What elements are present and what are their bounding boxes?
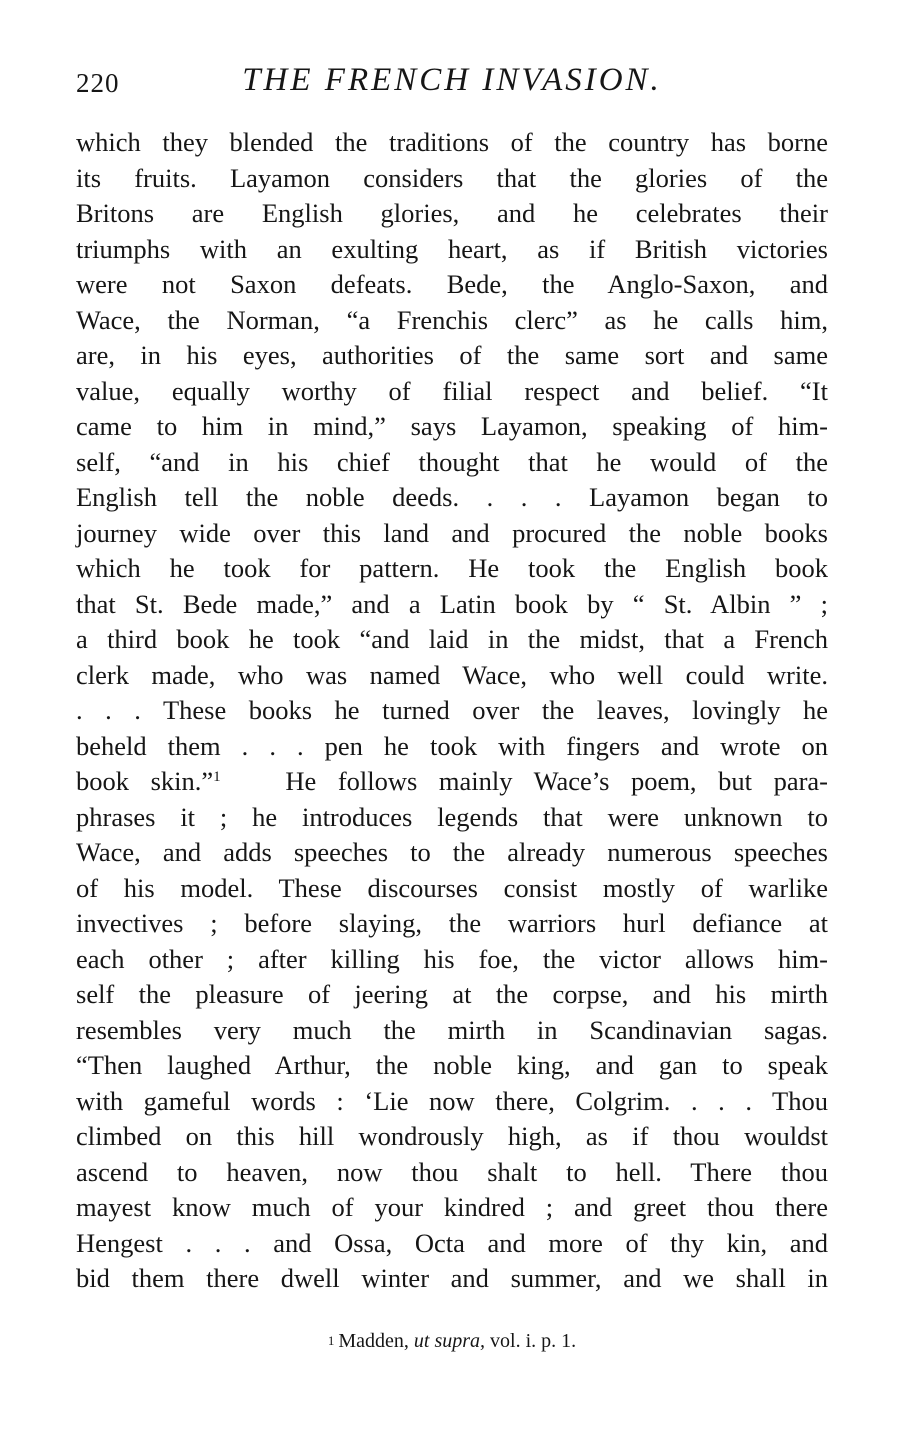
text-line: value, equally worthy of filial respect and belief. “It	[76, 375, 828, 406]
text-line: phrases it ; he introduces legends that were unknown to	[76, 801, 828, 832]
text-line: climbed on this hill wondrously high, as if thou wouldst	[76, 1121, 828, 1151]
text-line: English tell the noble deeds. . . . Layamon began to	[76, 482, 828, 512]
text-line: Britons are English glories, and he celebrates their	[76, 198, 828, 228]
text-line: self, “and in his chief thought that he would of the	[76, 446, 828, 477]
text-line: self the pleasure of jeering at the corpse, and his mirth	[76, 979, 828, 1009]
text-line: clerk made, who was named Wace, who well could write.	[76, 659, 828, 690]
text-line: journey wide over this land and procured the noble books	[76, 517, 828, 548]
footnote-number: 1	[327, 1333, 335, 1348]
text-line: of his model. These discourses consist mostly of warlike	[76, 872, 828, 903]
text-line: ascend to heaven, now thou shalt to hell. There thou	[76, 1156, 828, 1187]
text-line: beheld them . . . pen he took with fingers and wrote on	[76, 730, 828, 761]
text-line: which he took for pattern. He took the English book	[76, 553, 828, 583]
text-line: with gameful words : ‘Lie now there, Colgrim. . . . Thou	[76, 1085, 828, 1116]
text-line: Wace, and adds speeches to the already numerous speeches	[76, 837, 828, 867]
running-head	[76, 62, 828, 112]
text-line: triumphs with an exulting heart, as if British victories	[76, 233, 828, 264]
line-before-note: book skin.”	[76, 766, 214, 796]
text-line: came to him in mind,” says Layamon, speaking of him-	[76, 411, 828, 441]
footnote-reference: 1	[213, 769, 221, 785]
text-line: Hengest . . . and Ossa, Octa and more of thy kin, and	[76, 1227, 828, 1258]
line-after-note: He follows mainly Wace’s poem, but para-	[285, 766, 828, 796]
footnote-italic: ut supra,	[413, 1330, 486, 1352]
text-line: resembles very much the mirth in Scandinavian sagas.	[76, 1014, 828, 1045]
text-line: that St. Bede made,” and a Latin book by “ St. Albin ” ;	[76, 588, 828, 619]
text-line: its fruits. Layamon considers that the glories of the	[76, 162, 828, 193]
body-text	[76, 125, 828, 1297]
text-line: are, in his eyes, authorities of the same sort and same	[76, 340, 828, 370]
page-number: 220	[76, 68, 120, 98]
text-line: a third book he took “and laid in the midst, that a French	[76, 624, 828, 654]
text-line: bid them there dwell winter and summer, and we shall in	[76, 1263, 828, 1293]
running-title: THE FRENCH INVASION.	[242, 62, 662, 98]
text-line: . . . These books he turned over the leaves, lovingly he	[76, 695, 828, 725]
text-line: were not Saxon defeats. Bede, the Anglo-Saxon, and	[76, 269, 828, 299]
text-line: invectives ; before slaying, the warriors hurl defiance at	[76, 908, 828, 938]
text-line: mayest know much of your kindred ; and greet thou there	[76, 1192, 828, 1222]
text-line: “Then laughed Arthur, the noble king, and gan to speak	[76, 1050, 828, 1080]
text-line-with-note	[76, 764, 828, 800]
footnote-author: Madden,	[338, 1330, 409, 1352]
footnote	[76, 1330, 828, 1353]
footnote-reference-text: vol. i. p. 1.	[490, 1330, 577, 1352]
text-line: Wace, the Norman, “a Frenchis clerc” as he calls him,	[76, 304, 828, 335]
text-line: which they blended the traditions of the country has borne	[76, 127, 828, 157]
text-line: each other ; after killing his foe, the victor allows him-	[76, 943, 828, 974]
